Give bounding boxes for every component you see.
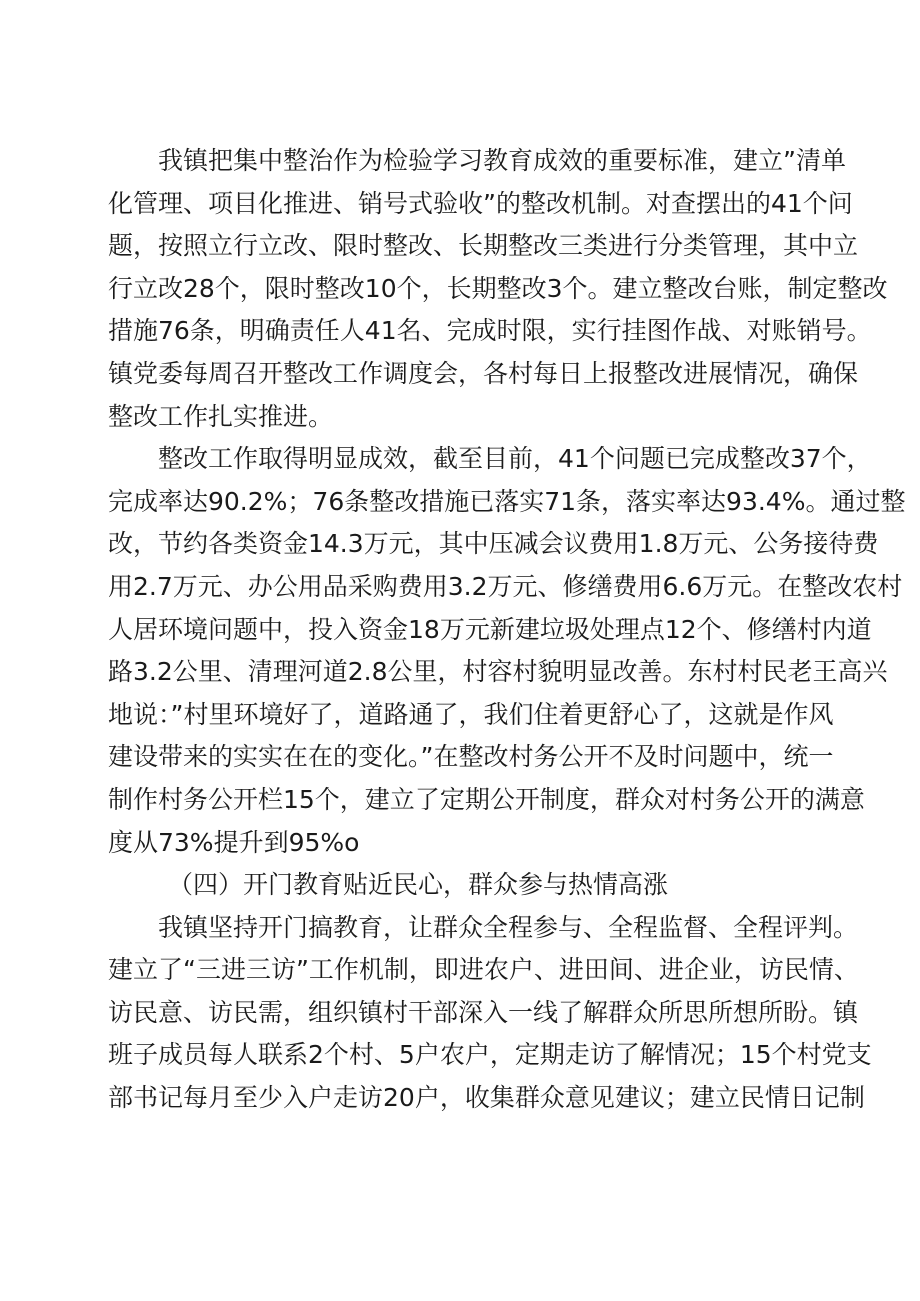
text-line: 整改工作扎实推进。 (108, 401, 334, 431)
text-line: 我镇把集中整治作为检验学习教育成效的重要标准，建立”清单 (158, 146, 846, 175)
text-line: 班子成员每人联系2个村、5户农户，定期走访了解情况；15个村党支 (108, 1040, 872, 1070)
section-heading (108, 864, 808, 907)
text-line: 措施76条，明确责任人41名、完成时限，实行挂图作战、对账销号。 (108, 316, 872, 346)
text-line: 地说：”村里环境好了，道路通了，我们住着更舒心了，这就是作风 (108, 699, 834, 729)
text-line: 完成率达90.2%；76条整改措施已落实71条，落实率达93.4%。通过整 (108, 486, 906, 516)
text-line: 人居环境问题中，投入资金18万元新建垃圾处理点12个、修缮村内道 (108, 614, 872, 644)
paragraph-open-education (108, 907, 872, 1120)
text-line: 用2.7万元、办公用品采购费用3.2万元、修缮费用6.6万元。在整改农村 (108, 571, 903, 601)
text-line: 制作村务公开栏15个，建立了定期公开制度，群众对村务公开的满意 (108, 784, 865, 814)
text-line: 题，按照立行立改、限时整改、长期整改三类进行分类管理，其中立 (108, 231, 859, 261)
text-line: 路3.2公里、清理河道2.8公里，村容村貌明显改善。东村村民老王高兴 (108, 657, 888, 687)
text-line: 改，节约各类资金14.3万元，其中压减会议费用1.8万元、公务接待费 (108, 529, 879, 559)
text-line: 建设带来的实实在在的变化。”在整改村务公开不及时问题中，统一 (108, 742, 834, 772)
text-line: 访民意、访民需，组织镇村干部深入一线了解群众所思所想所盼。镇 (108, 997, 859, 1027)
text-line: 我镇坚持开门搞教育，让群众全程参与、全程监督、全程评判。 (158, 912, 859, 942)
text-line: 化管理、项目化推进、销号式验收”的整改机制。对查摆出的41个问 (108, 188, 853, 218)
text-line: 建立了“三进三访”工作机制，即进农户、进田间、进企业，访民情、 (108, 955, 859, 985)
text-line: 整改工作取得明显成效，截至目前，41个问题已完成整改37个， (158, 444, 872, 474)
text-line: 度从73%提升到95%o (108, 827, 360, 857)
text-line: 部书记每月至少入户走访20户，收集群众意见建议；建立民情日记制 (108, 1083, 865, 1113)
text-line: 镇党委每周召开整改工作调度会，各村每日上报整改进展情况，确保 (108, 358, 859, 388)
document-body (108, 140, 906, 1120)
paragraph-rectification-results (108, 438, 906, 864)
paragraph-rectification-mechanism (108, 140, 888, 438)
text-line: 行立改28个，限时整改10个，长期整改3个。建立整改台账，制定整改 (108, 273, 888, 303)
section-heading-text: （四）开门教育贴近民心，群众参与热情高涨 (168, 870, 669, 900)
